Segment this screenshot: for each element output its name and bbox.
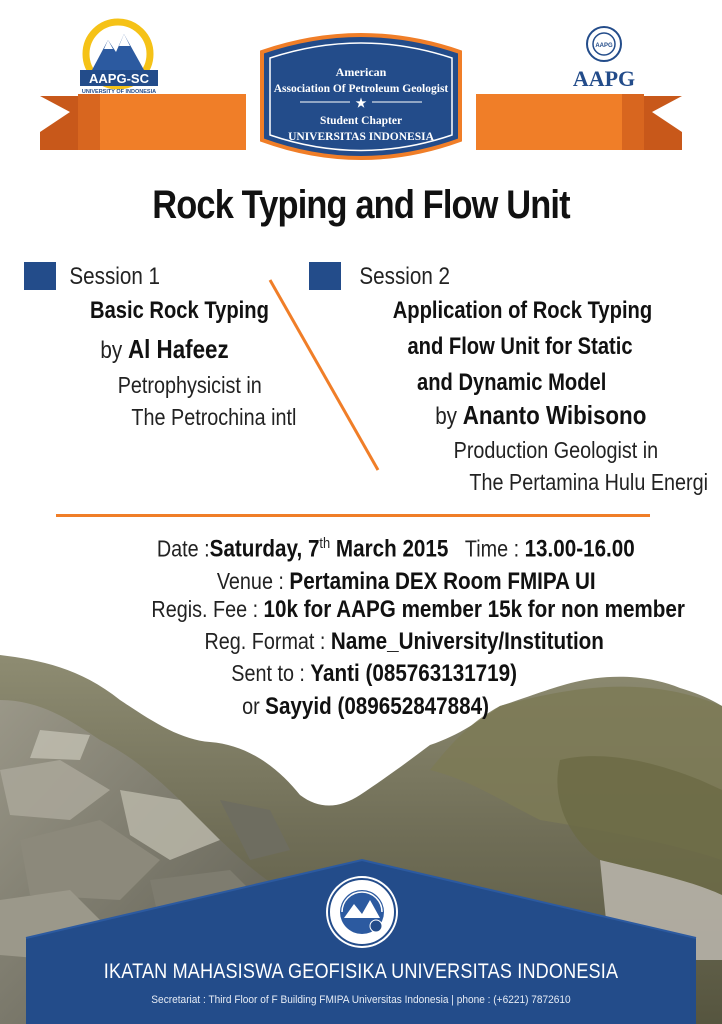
session1-marker	[24, 262, 56, 290]
sent-value: Yanti (085763131719)	[310, 660, 517, 687]
format-value: Name_University/Institution	[330, 628, 604, 655]
page-title: Rock Typing and Flow Unit	[152, 183, 570, 227]
header-banner	[0, 0, 722, 175]
aapg-sc-logo	[80, 22, 158, 95]
time-label: Time :	[464, 535, 520, 562]
venue-value: Pertamina DEX Room FMIPA UI	[289, 568, 596, 595]
badge-star-icon: ★	[355, 96, 367, 110]
aapg-sc-logo-text: AAPG-SC	[89, 71, 149, 86]
session2-speaker-line	[435, 400, 646, 431]
date-rest: March 2015	[330, 535, 449, 563]
time-value: 13.00-16.00	[524, 535, 635, 563]
session1-by: by	[100, 337, 123, 364]
venue-label: Venue :	[216, 568, 284, 594]
session2-speaker: Ananto Wibisono	[462, 400, 647, 430]
aapg-logo	[573, 27, 635, 91]
fee-value: 10k for AAPG member 15k for non member	[263, 596, 685, 623]
session2-topic-line3: and Dynamic Model	[417, 369, 607, 396]
badge-line3: Student Chapter	[319, 115, 403, 127]
footer-subtitle: Secretariat : Third Floor of F Building FMIPA Universitas Indonesia | phone : (+6221) 7872610	[151, 994, 571, 1006]
or-label: or	[242, 693, 260, 719]
fee-line	[151, 596, 684, 624]
venue-line	[217, 568, 596, 596]
session1-role-line1: Petrophysicist in	[117, 372, 262, 398]
ribbon-left-band	[78, 94, 246, 150]
session2-topic-line2: and Flow Unit for Static	[407, 333, 633, 360]
session2-topic-line1: Application of Rock Typing	[392, 297, 653, 324]
date-time-line	[157, 535, 635, 564]
sent-label: Sent to :	[231, 660, 305, 686]
badge-line1: American	[335, 65, 387, 79]
format-line	[205, 628, 604, 656]
badge-line2: Association Of Petroleum Geologist	[273, 83, 449, 95]
session1-speaker-line	[100, 334, 228, 365]
aapg-sc-logo-subtext: UNIVERSITY OF INDONESIA	[81, 89, 157, 95]
session1-label: Session 1	[69, 263, 161, 290]
aapg-logo-emblem: AAPG	[595, 43, 613, 49]
session2-role-line1: Production Geologist in	[453, 437, 659, 463]
session-divider-slash	[260, 270, 390, 480]
or-value: Sayyid (089652847884)	[265, 693, 489, 720]
session1-role-line2: The Petrochina intl	[131, 404, 297, 430]
format-label: Reg. Format :	[204, 628, 326, 654]
or-line	[242, 693, 489, 721]
sent-line	[231, 660, 517, 688]
date-sup: th	[319, 535, 331, 552]
footer-title: IKATAN MAHASISWA GEOFISIKA UNIVERSITAS INDONESIA	[103, 960, 619, 983]
session2-role-line2: The Pertamina Hulu Energi	[469, 469, 709, 495]
session2-label: Session 2	[359, 263, 451, 290]
date-day: Saturday, 7	[209, 535, 320, 563]
session2-by: by	[435, 403, 457, 430]
session2-marker	[309, 262, 341, 290]
ribbon-right-band	[476, 94, 644, 150]
section-divider	[56, 514, 650, 517]
fee-label: Regis. Fee :	[151, 596, 259, 622]
date-label: Date :	[156, 535, 210, 562]
session1-speaker: Al Hafeez	[127, 334, 229, 364]
imagi-emblem	[324, 874, 400, 950]
aapg-logo-text: AAPG	[572, 66, 636, 91]
badge-line4: UNIVERSITAS INDONESIA	[288, 131, 434, 143]
session1-topic: Basic Rock Typing	[90, 297, 269, 324]
